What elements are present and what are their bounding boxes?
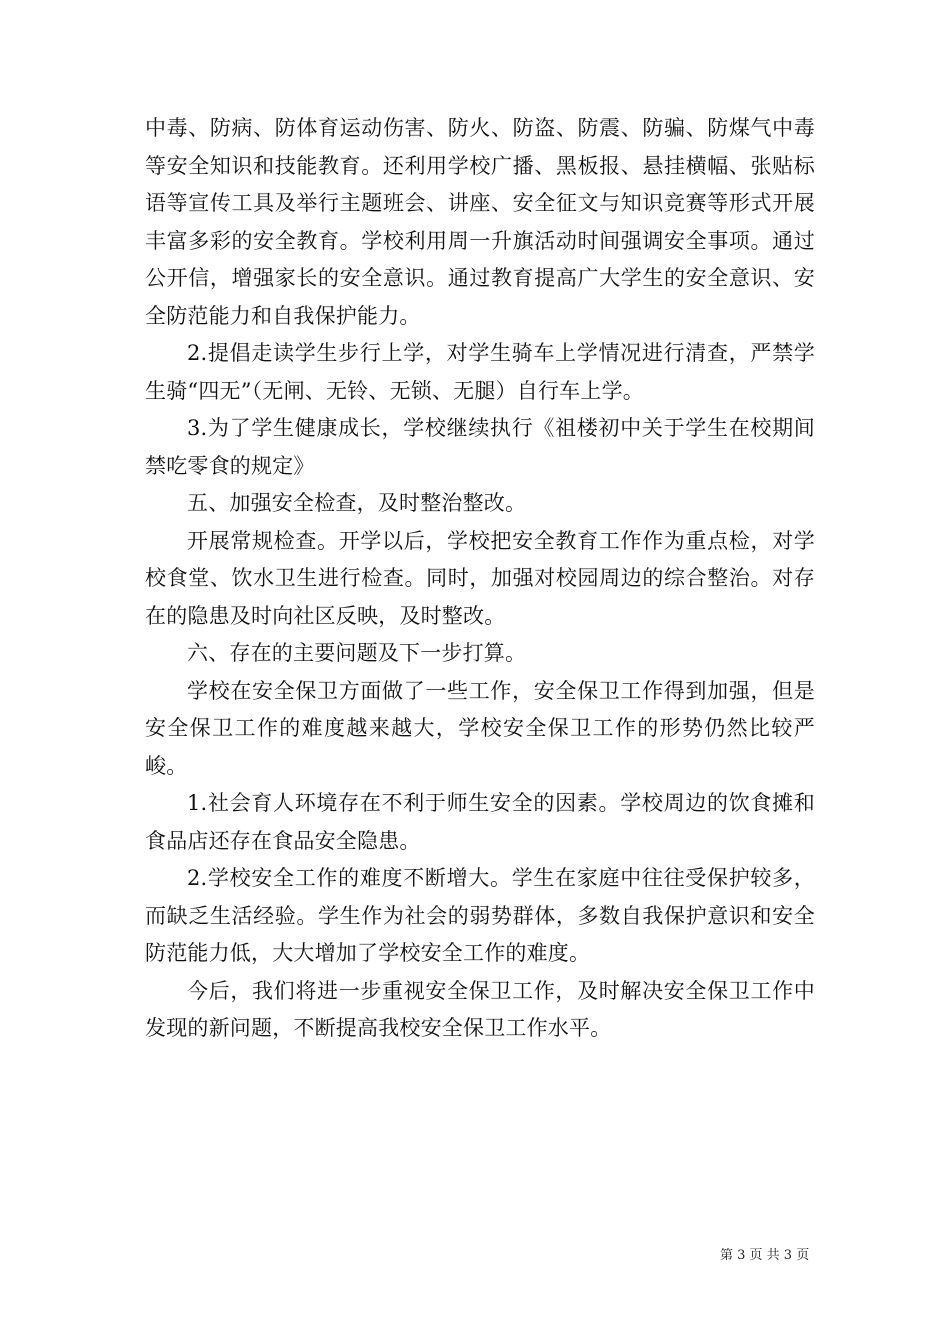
paragraph-routine-inspection: 开展常规检查。开学以后，学校把安全教育工作作为重点检，对学校食堂、饮水卫生进行检查。同时，加强对校园周边的综合整治。对存在的隐患及时向社区反映，及时整改。 [145, 528, 815, 628]
paragraph-item-2-walking: 2.提倡走读学生步行上学，对学生骑车上学情况进行清查，严禁学生骑“四无”（无闸、无铃、无锁、无腿）自行车上学。 [145, 341, 815, 403]
paragraph-problem-2: 2.学校安全工作的难度不断增大。学生在家庭中往往受保护较多，而缺乏生活经验。学生作为社会的弱势群体，多数自我保护意识和安全防范能力低，大大增加了学校安全工作的难度。 [145, 866, 815, 965]
paragraph-problem-1: 1.社会育人环境存在不利于师生安全的因素。学校周边的饮食摊和食品店还存在食品安全隐患。 [145, 791, 815, 853]
page-number-footer: 第 3 页 共 3 页 [720, 1248, 810, 1263]
paragraph-conclusion: 今后，我们将进一步重视安全保卫工作，及时解决安全保卫工作中发现的新问题，不断提高我校安全保卫工作水平。 [145, 978, 815, 1040]
document-body [145, 110, 815, 1048]
section-heading-five: 五、加强安全检查，及时整治整改。 [187, 491, 527, 515]
paragraph-item-3-snacks: 3.为了学生健康成长，学校继续执行《祖楼初中关于学生在校期间禁吃零食的规定》 [145, 416, 815, 478]
paragraph-continuation: 中毒、防病、防体育运动伤害、防火、防盗、防震、防骗、防煤气中毒等安全知识和技能教育。还利用学校广播、黑板报、悬挂横幅、张贴标语等宣传工具及举行主题班会、讲座、安全征文与知识竞赛等形式开展丰富多彩的安全教育。学校利用周一升旗活动时间强调安全事项。通过公开信，增强家长的安全意识。通过教育提高广大学生的安全意识、安全防范能力和自我保护能力。 [145, 116, 815, 328]
section-heading-six: 六、存在的主要问题及下一步打算。 [187, 641, 527, 665]
paragraph-security-summary: 学校在安全保卫方面做了一些工作，安全保卫工作得到加强，但是安全保卫工作的难度越来越大，学校安全保卫工作的形势仍然比较严峻。 [145, 678, 815, 778]
